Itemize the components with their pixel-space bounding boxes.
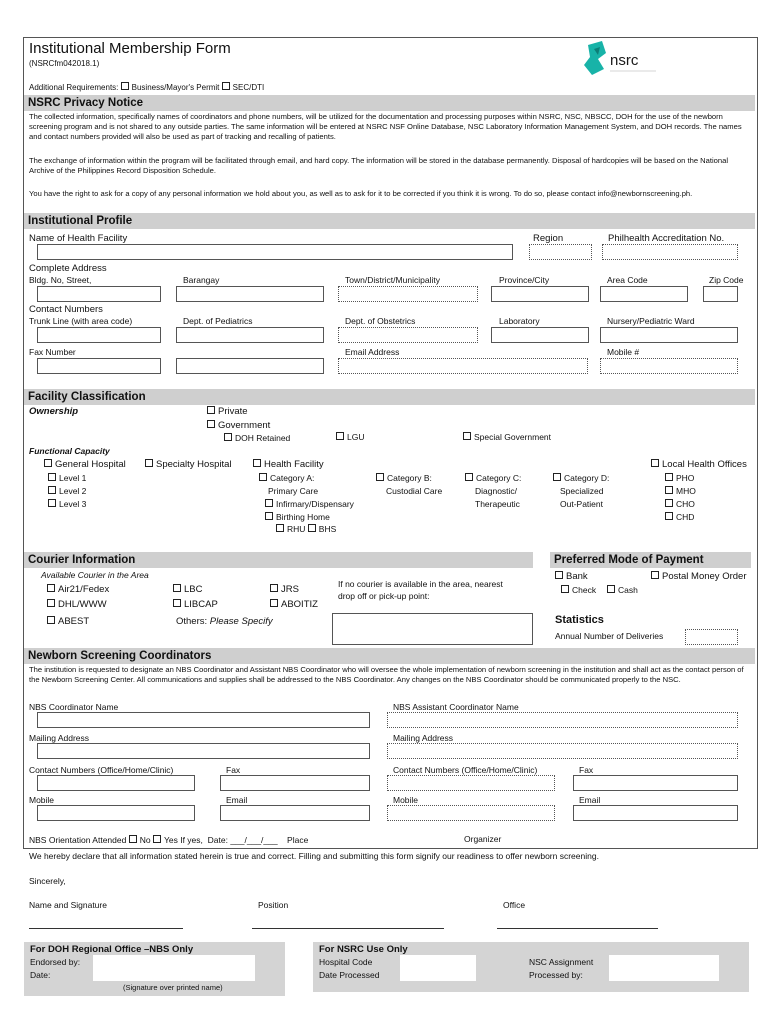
checkbox-postal-money-order[interactable]: [651, 571, 746, 582]
email-address-input[interactable]: [338, 358, 588, 374]
checkbox-health-facility[interactable]: [253, 459, 324, 470]
health-facility-input[interactable]: [37, 244, 513, 260]
rhu-bhs-options: [276, 524, 336, 534]
available-courier-label: Available Courier in the Area: [41, 570, 149, 580]
checkbox-local-health-offices[interactable]: [651, 459, 747, 470]
assistant-mailing-address-label: Mailing Address: [393, 733, 454, 743]
region-input[interactable]: [529, 244, 592, 260]
checkbox-chd[interactable]: [665, 512, 694, 522]
if-yes-label: If yes,: [180, 835, 203, 845]
laboratory-label: Laboratory: [499, 316, 540, 326]
date-processed-label: Date Processed: [319, 970, 380, 980]
birthing-home-label: Birthing Home: [276, 512, 330, 522]
doh-office-heading: For DOH Regional Office –NBS Only: [30, 944, 194, 955]
mho-label: MHO: [676, 486, 696, 496]
checkbox-business-permit[interactable]: [121, 83, 132, 92]
bhs-label: BHS: [318, 524, 337, 534]
category-b-desc: Custodial Care: [386, 486, 443, 496]
trunk-line-input[interactable]: [37, 327, 161, 343]
nsrc-logo-icon: [580, 39, 660, 81]
coordinators-paragraph: The institution is requested to designate an NBS Coordinator and Assistant NBS Coordinator who will oversee the whole implementation of newborn screening in the institution and shall act as the contact person of the Newborn Screening Center. All communications and supplies shall be addressed to the NBS Coordinator. Any changes on the NBS Coordinator should be communicated properly to the NSC.: [29, 665, 744, 684]
assistant-contact-numbers-input[interactable]: [387, 775, 555, 791]
category-d-desc-1: Specialized: [560, 486, 604, 496]
category-c-label: Category C:: [476, 473, 522, 483]
coordinators-heading: Newborn Screening Coordinators: [24, 648, 755, 664]
privacy-heading: NSRC Privacy Notice: [24, 95, 755, 111]
lbc-label: LBC: [184, 584, 203, 595]
nsc-assignment-input[interactable]: [609, 955, 719, 981]
checkbox-category-d[interactable]: [553, 473, 609, 483]
assistant-mobile-label: Mobile: [393, 795, 419, 805]
bldg-input[interactable]: [37, 286, 161, 302]
obstetrics-label: Dept. of Obstetrics: [345, 316, 416, 326]
jrs-label: JRS: [281, 584, 299, 595]
hospital-code-label: Hospital Code: [319, 957, 373, 967]
mailing-address-input[interactable]: [37, 743, 370, 759]
philhealth-input[interactable]: [602, 244, 738, 260]
office-label: Office: [503, 900, 526, 910]
zip-code-input[interactable]: [703, 286, 738, 302]
orientation-place-label: Place: [287, 835, 309, 845]
category-a-desc: Primary Care: [268, 486, 319, 496]
checkbox-category-c[interactable]: [465, 473, 521, 483]
special-government-label: Special Government: [474, 432, 552, 442]
annual-deliveries-label: Annual Number of Deliveries: [555, 631, 664, 641]
checkbox-aboitiz[interactable]: [270, 599, 318, 610]
orientation-date-label: Date: ___/___/___: [207, 835, 278, 845]
fax-number-input[interactable]: [37, 358, 161, 374]
email-coord-input[interactable]: [220, 805, 370, 821]
local-health-offices-label: Local Health Offices: [662, 459, 747, 470]
privacy-paragraph-1: The collected information, specifically names of coordinators and phone numbers, will be utilized for the documentation and processing purposes within NSRC, NSC, NBSCC, DOH for the use of the newborn screening program and is not shared to any outside parties. The same information will be entered at NSRC NSF Online Database, NSC Laboratory Information Management System, and DOH records. The names and contact numbers provided will also be used as part of tracking and recalling of patients.: [29, 112, 742, 141]
assistant-fax-input[interactable]: [573, 775, 738, 791]
payment-mode-heading: Preferred Mode of Payment: [550, 552, 751, 568]
nsrc-use-heading: For NSRC Use Only: [319, 944, 408, 955]
hospital-code-input[interactable]: [400, 955, 476, 981]
fax-number-label: Fax Number: [29, 347, 76, 357]
orientation-no-label: No: [139, 835, 151, 845]
functional-capacity-label: Functional Capacity: [29, 446, 110, 456]
chd-label: CHD: [676, 512, 695, 522]
assistant-fax-label: Fax: [579, 765, 594, 775]
checkbox-doh-retained[interactable]: [224, 433, 290, 443]
level-3-label: Level 3: [59, 499, 87, 509]
fax-coord-label: Fax: [226, 765, 241, 775]
assistant-email-label: Email: [579, 795, 601, 805]
mailing-address-label: Mailing Address: [29, 733, 90, 743]
checkbox-check[interactable]: [561, 585, 596, 595]
pediatrics-input[interactable]: [176, 327, 324, 343]
sincerely-label: Sincerely,: [29, 876, 66, 886]
infirmary-label: Infirmary/Dispensary: [276, 499, 354, 509]
checkbox-birthing-home[interactable]: [265, 512, 330, 522]
area-code-label: Area Code: [607, 275, 648, 285]
checkbox-cash[interactable]: [607, 585, 638, 595]
mobile-label: Mobile #: [607, 347, 640, 357]
category-b-label: Category B:: [387, 473, 432, 483]
checkbox-dhl[interactable]: [47, 599, 107, 610]
form-title: Institutional Membership Form: [29, 40, 231, 57]
contact-numbers-coord-label: Contact Numbers (Office/Home/Clinic): [29, 765, 174, 775]
private-label: Private: [218, 406, 248, 417]
assistant-contact-numbers-label: Contact Numbers (Office/Home/Clinic): [393, 765, 538, 775]
checkbox-rhu[interactable]: [276, 524, 287, 534]
doh-retained-label: DOH Retained: [235, 433, 291, 443]
checkbox-government[interactable]: [207, 420, 270, 431]
bldg-label: Bldg. No, Street,: [29, 275, 92, 285]
logo-text: nsrc: [610, 52, 639, 69]
area-code-input[interactable]: [600, 286, 688, 302]
checkbox-sec-dti[interactable]: [222, 83, 233, 92]
checkbox-mho[interactable]: [665, 486, 696, 496]
annual-deliveries-input[interactable]: [685, 629, 738, 645]
checkbox-jrs[interactable]: [270, 584, 299, 595]
nsc-assignment-label: NSC Assignment: [529, 957, 594, 967]
privacy-paragraph-2: The exchange of information within the program will be facilitated through email, and hard copy. The information will be stored in the database permanently. Disposal of hardcopies will be based on the National Archive of the Philippines Record Disposition Schedule.: [29, 156, 729, 175]
barangay-input[interactable]: [176, 286, 324, 302]
zip-code-label: Zip Code: [709, 275, 744, 285]
province-input[interactable]: [491, 286, 589, 302]
town-label: Town/District/Municipality: [345, 275, 440, 285]
category-a-label: Category A:: [270, 473, 315, 483]
assistant-mobile-input[interactable]: [387, 805, 555, 821]
organizer-label: Organizer: [464, 834, 502, 844]
nursery-input[interactable]: [600, 327, 738, 343]
privacy-paragraph-3: You have the right to ask for a copy of any personal information we hold about you, as well as to ask for it to be corrected if you think it is wrong. To do so, please contact info@newbornscreening.ph.: [29, 189, 693, 198]
level-1-label: Level 1: [59, 473, 87, 483]
business-permit-label: Business/Mayor's Permit: [131, 83, 220, 92]
checkbox-level-3[interactable]: [48, 499, 86, 509]
checkbox-orientation-no[interactable]: [129, 835, 140, 845]
email-coord-label: Email: [226, 795, 248, 805]
lgu-label: LGU: [347, 432, 365, 442]
checkbox-cho[interactable]: [665, 499, 695, 509]
facility-classification-heading: Facility Classification: [24, 389, 755, 405]
assistant-mailing-address-input[interactable]: [387, 743, 738, 759]
checkbox-pho[interactable]: [665, 473, 694, 483]
orientation-label: NBS Orientation Attended: [29, 835, 127, 845]
complete-address-label: Complete Address: [29, 263, 107, 274]
category-c-desc-1: Diagnostic/: [475, 486, 518, 496]
cho-label: CHO: [676, 499, 695, 509]
declaration-text: We hereby declare that all information stated herein is true and correct. Filling and submitting this form signify our readiness to offer newborn screening.: [29, 851, 599, 861]
postal-money-order-label: Postal Money Order: [662, 571, 747, 582]
town-input[interactable]: [338, 286, 478, 302]
checkbox-orientation-yes[interactable]: [153, 835, 164, 845]
laboratory-input[interactable]: [491, 327, 589, 343]
bank-label: Bank: [566, 571, 588, 582]
dhl-label: DHL/WWW: [58, 599, 107, 610]
checkbox-level-2[interactable]: [48, 486, 86, 496]
coordinator-name-input[interactable]: [37, 712, 370, 728]
no-courier-line-2: drop off or pick-up point:: [338, 591, 430, 601]
assistant-name-input[interactable]: [387, 712, 738, 728]
endorsed-by-input[interactable]: [93, 955, 255, 981]
checkbox-air21[interactable]: [47, 584, 109, 595]
coordinator-name-label: NBS Coordinator Name: [29, 702, 119, 712]
philhealth-label: Philhealth Accreditation No.: [608, 233, 725, 244]
pediatrics-label: Dept. of Pediatrics: [183, 316, 253, 326]
obstetrics-input[interactable]: [338, 327, 478, 343]
checkbox-category-b[interactable]: [376, 473, 432, 483]
checkbox-level-1[interactable]: [48, 473, 86, 483]
rhu-label: RHU: [287, 524, 306, 534]
orientation-row: [29, 835, 308, 845]
checkbox-lgu[interactable]: [336, 432, 364, 442]
checkbox-category-a[interactable]: [259, 473, 314, 483]
checkbox-infirmary[interactable]: [265, 499, 354, 509]
health-facility-option-label: Health Facility: [264, 459, 324, 470]
position-label: Position: [258, 900, 289, 910]
air21-label: Air21/Fedex: [58, 584, 110, 595]
assistant-email-input[interactable]: [573, 805, 738, 821]
nursery-label: Nursery/Pediatric Ward: [607, 316, 695, 326]
aboitiz-label: ABOITIZ: [281, 599, 318, 610]
contact-numbers-coord-input[interactable]: [37, 775, 195, 791]
mobile-input[interactable]: [600, 358, 738, 374]
additional-requirements: [29, 82, 264, 92]
check-label: Check: [572, 585, 597, 595]
level-2-label: Level 2: [59, 486, 87, 496]
office-line[interactable]: [497, 928, 658, 929]
health-facility-label: Name of Health Facility: [29, 233, 128, 244]
province-label: Province/City: [499, 275, 550, 285]
checkbox-special-government[interactable]: [463, 432, 551, 442]
others-specify: [176, 616, 273, 627]
form-code: (NSRCfm042018.1): [29, 59, 100, 68]
pho-label: PHO: [676, 473, 695, 483]
fax-coord-input[interactable]: [220, 775, 370, 791]
others-hint: Please Specify: [209, 616, 273, 627]
category-d-desc-2: Out-Patient: [560, 499, 603, 509]
government-label: Government: [218, 420, 271, 431]
contact-numbers-label: Contact Numbers: [29, 304, 103, 315]
signature-note: (Signature over printed name): [123, 983, 223, 992]
checkbox-general-hospital[interactable]: [44, 459, 126, 470]
libcap-label: LIBCAP: [184, 599, 218, 610]
others-label: Others:: [176, 616, 208, 627]
assistant-name-label: NBS Assistant Coordinator Name: [393, 702, 519, 712]
abest-label: ABEST: [58, 616, 90, 627]
checkbox-bank[interactable]: [555, 571, 588, 582]
drop-off-point-input[interactable]: [332, 613, 533, 645]
position-line[interactable]: [252, 928, 444, 929]
sec-dti-label: SEC/DTI: [232, 83, 265, 92]
name-signature-label: Name and Signature: [29, 900, 107, 910]
courier-information-heading: Courier Information: [24, 552, 533, 568]
statistics-heading: Statistics: [555, 614, 604, 626]
endorsed-by-label: Endorsed by:: [30, 957, 81, 967]
additional-requirements-label: Additional Requirements:: [29, 83, 119, 92]
barangay-label: Barangay: [183, 275, 220, 285]
general-hospital-label: General Hospital: [55, 459, 126, 470]
orientation-yes-label: Yes: [163, 835, 178, 845]
email-address-label: Email Address: [345, 347, 400, 357]
mobile-coord-label: Mobile: [29, 795, 55, 805]
cash-label: Cash: [618, 585, 638, 595]
no-courier-line-1: If no courier is available in the area, nearest: [338, 579, 503, 589]
checkbox-private[interactable]: [207, 406, 248, 417]
region-label: Region: [533, 233, 564, 244]
checkbox-specialty-hospital[interactable]: [145, 459, 232, 470]
checkbox-bhs[interactable]: [308, 524, 319, 534]
checkbox-lbc[interactable]: [173, 584, 202, 595]
trunk-line-label: Trunk Line (with area code): [29, 316, 133, 326]
category-c-desc-2: Therapeutic: [475, 499, 520, 509]
institutional-profile-heading: Institutional Profile: [24, 213, 755, 229]
signature-line[interactable]: [29, 928, 183, 929]
doh-date-label: Date:: [30, 970, 51, 980]
mobile-coord-input[interactable]: [37, 805, 195, 821]
fax-number-input-2[interactable]: [176, 358, 324, 374]
checkbox-abest[interactable]: [47, 616, 89, 627]
ownership-label: Ownership: [29, 406, 79, 417]
specialty-hospital-label: Specialty Hospital: [156, 459, 232, 470]
checkbox-libcap[interactable]: [173, 599, 218, 610]
category-d-label: Category D:: [564, 473, 610, 483]
processed-by-label: Processed by:: [529, 970, 583, 980]
